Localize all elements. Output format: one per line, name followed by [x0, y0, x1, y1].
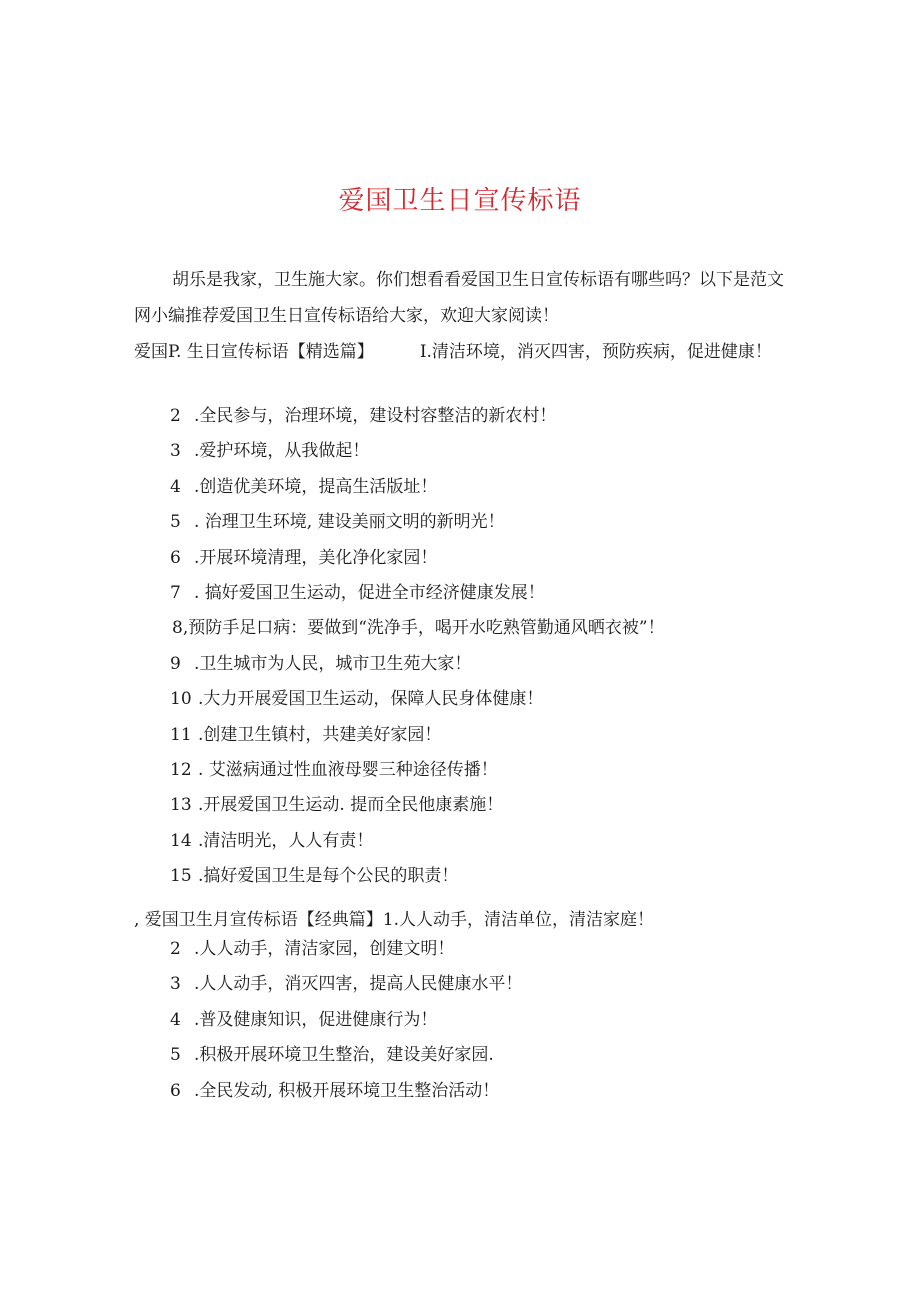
section1-heading: 爱国P. 生日宣传标语【精选篇】	[134, 342, 374, 362]
section2-heading: , 爱国卫生月宣传标语【经典篇】1.人人动手，清洁单位，清洁家庭！	[134, 910, 655, 930]
item-number: 7	[170, 583, 181, 603]
item-text: . 搞好爱国卫生运动，促进全市经济健康发展！	[194, 583, 545, 603]
item-text: .清洁明光，人人有责！	[198, 830, 374, 851]
list-item	[170, 475, 790, 499]
item-number: 3	[170, 441, 181, 462]
section1-heading-line	[134, 334, 794, 370]
item-text: .开展爱国卫生运动. 提而全民他康素施！	[198, 795, 504, 816]
item-number: 5	[170, 1045, 181, 1066]
item-text: .积极开展环境卫生整治，建设美好家园.	[194, 1045, 494, 1066]
item-text: .人人动手，清洁家园，创建文明！	[194, 939, 455, 959]
list-item	[170, 1079, 790, 1103]
item-number: 12	[170, 760, 192, 780]
item-text: .普及健康知识，促进健康行为！	[194, 1009, 438, 1030]
item-text: .爱护环境，从我做起！	[194, 441, 370, 462]
item-text: .大力开展爱国卫生运动，保障人民身体健康！	[198, 689, 544, 710]
list-item	[170, 510, 790, 534]
item-number: 2	[170, 939, 181, 959]
item-text: .全民参与，治理环境，建设村容整洁的新农村！	[194, 406, 557, 426]
list-item	[170, 581, 790, 605]
list-item	[170, 829, 790, 853]
item-number: 14	[170, 830, 192, 851]
item-number: 4	[170, 476, 181, 497]
list-item	[170, 793, 790, 817]
item-text: .创造优美环境，提高生活版址！	[194, 476, 438, 497]
item-number: 15	[170, 866, 192, 887]
item-text: . 治理卫生环境, 建设美丽文明的新明光！	[194, 512, 505, 533]
list-item	[170, 864, 790, 888]
item-text: .人人动手，消灭四害，提高人民健康水平！	[194, 974, 523, 995]
list-item	[170, 1043, 790, 1067]
list-item	[170, 1008, 790, 1032]
list-item	[170, 687, 790, 711]
item-text: .创建卫生镇村，共建美好家园！	[198, 724, 442, 745]
item-number: 6	[170, 1080, 181, 1101]
list-item	[172, 616, 792, 640]
item-text: 8,预防手足口病：要做到“洗净手，喝开水吃熟管勤通风晒衣被”！	[172, 618, 665, 639]
item-number: 6	[170, 547, 181, 568]
item-text: .卫生城市为人民，城市卫生苑大家！	[194, 653, 472, 674]
list-item	[170, 723, 790, 747]
item-number: 10	[170, 689, 192, 710]
item-text: .全民发动, 积极开展环境卫生整治活动！	[194, 1080, 500, 1101]
page-title: 爱国卫生日宣传标语	[338, 186, 582, 216]
item-number: 3	[170, 974, 181, 995]
item-number: 4	[170, 1009, 181, 1030]
item-text: .开展环境清理，美化净化家园！	[194, 547, 438, 568]
list-item	[170, 546, 790, 570]
list-item	[170, 404, 790, 428]
intro-paragraph: 胡乐是我家，卫生施大家。你们想看看爱国卫生日宣传标语有哪些吗？以下是范文网小编推荐爱国卫生日宣传标语给大家，欢迎大家阅读！	[134, 270, 784, 326]
list-item	[170, 972, 790, 996]
item-number: 9	[170, 653, 181, 674]
item-number: 13	[170, 795, 192, 816]
section1-first-item: I.清洁环境，消灭四害，预防疾病，促进健康！	[419, 342, 772, 362]
item-number: 11	[170, 724, 192, 745]
list-item	[170, 439, 790, 463]
item-number: 2	[170, 406, 181, 426]
list-item	[170, 937, 790, 961]
item-text: . 艾滋病通过性血液母婴三种途径传播！	[198, 760, 498, 780]
list-item	[170, 652, 790, 676]
list-item	[170, 758, 790, 782]
item-number: 5	[170, 512, 181, 533]
item-text: .搞好爱国卫生是每个公民的职责！	[198, 866, 459, 887]
